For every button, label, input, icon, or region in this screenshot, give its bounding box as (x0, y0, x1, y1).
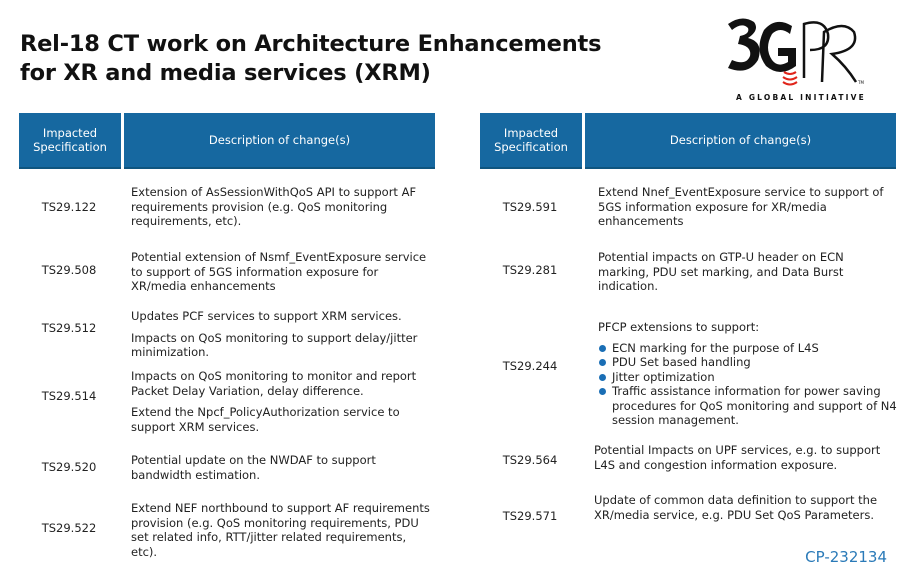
description-text: Updates PCF services to support XRM services. (131, 309, 402, 323)
3gpp-logo (720, 10, 880, 105)
spec-description (598, 250, 898, 294)
svg-text:TM: TM (858, 80, 864, 85)
bullet-item: ECN marking for the purpose of L4S (598, 341, 898, 356)
left-header-spec: Impacted Specification (19, 113, 121, 169)
description-text: Extend the Npcf_PolicyAuthorization service to support XRM services. (131, 405, 400, 434)
description-text: Potential update on the NWDAF to support bandwidth estimation. (131, 453, 376, 482)
spec-id: TS29.571 (502, 509, 558, 523)
spec-description (598, 320, 898, 428)
description-text: Extend Nnef_EventExposure service to support of 5GS information exposure for XR/media enhancements (598, 185, 884, 228)
description-text: Potential impacts on GTP-U header on ECN marking, PDU set marking, and Data Burst indication. (598, 250, 844, 293)
description-text: Potential extension of Nsmf_EventExposure service to support of 5GS information exposure for XR/media enhancements (131, 250, 427, 293)
spec-id: TS29.508 (41, 263, 97, 277)
description-text: Potential Impacts on UPF services, e.g. to support L4S and congestion information exposure. (594, 443, 881, 472)
description-text: Extension of AsSessionWithQoS API to support AF requirements provision (e.g. QoS monitoring requirements, etc). (131, 185, 417, 228)
spec-id: TS29.564 (502, 453, 558, 467)
spec-description (594, 493, 894, 522)
description-text: Impacts on QoS monitoring to support delay/jitter minimization. (131, 330, 418, 359)
spec-id: TS29.591 (502, 200, 558, 214)
logo-tagline: A GLOBAL INITIATIVE (736, 93, 866, 102)
spec-id: TS29.122 (41, 200, 97, 214)
bullet-item: PDU Set based handling (598, 355, 898, 370)
bullet-item: Jitter optimization (598, 370, 898, 385)
spec-description (131, 369, 431, 434)
description-text: PFCP extensions to support: (598, 320, 760, 334)
page-title (20, 30, 601, 88)
description-text: Extend NEF northbound to support AF requirements provision (e.g. QoS monitoring requirements, PDU set related info, RTT/jitter related requirements, etc). (131, 501, 430, 559)
bullet-list (598, 341, 898, 428)
spec-id: TS29.512 (41, 321, 97, 335)
spec-description (131, 250, 431, 294)
description-text: Update of common data definition to support the XR/media service, e.g. PDU Set QoS Parameters. (594, 493, 878, 522)
left-header-desc: Description of change(s) (124, 113, 435, 169)
bullet-item: Traffic assistance information for power saving procedures for QoS monitoring and support of N4 session management. (598, 384, 898, 428)
spec-description (131, 185, 431, 229)
spec-id: TS29.514 (41, 389, 97, 403)
title-line-1: Rel-18 CT work on Architecture Enhancements (20, 31, 602, 57)
spec-id: TS29.244 (502, 359, 558, 373)
title-line-2: for XR and media services (XRM) (20, 60, 431, 86)
spec-description (594, 443, 894, 472)
spec-id: TS29.281 (502, 263, 558, 277)
right-header-desc: Description of change(s) (585, 113, 896, 169)
spec-description (131, 453, 431, 482)
document-id: CP-232134 (805, 548, 887, 566)
right-header-spec: Impacted Specification (480, 113, 582, 169)
spec-description (598, 185, 898, 229)
spec-description (131, 501, 431, 559)
spec-description (131, 309, 431, 360)
spec-id: TS29.522 (41, 521, 97, 535)
spec-id: TS29.520 (41, 460, 97, 474)
description-text: Impacts on QoS monitoring to monitor and report Packet Delay Variation, delay difference. (131, 369, 417, 398)
